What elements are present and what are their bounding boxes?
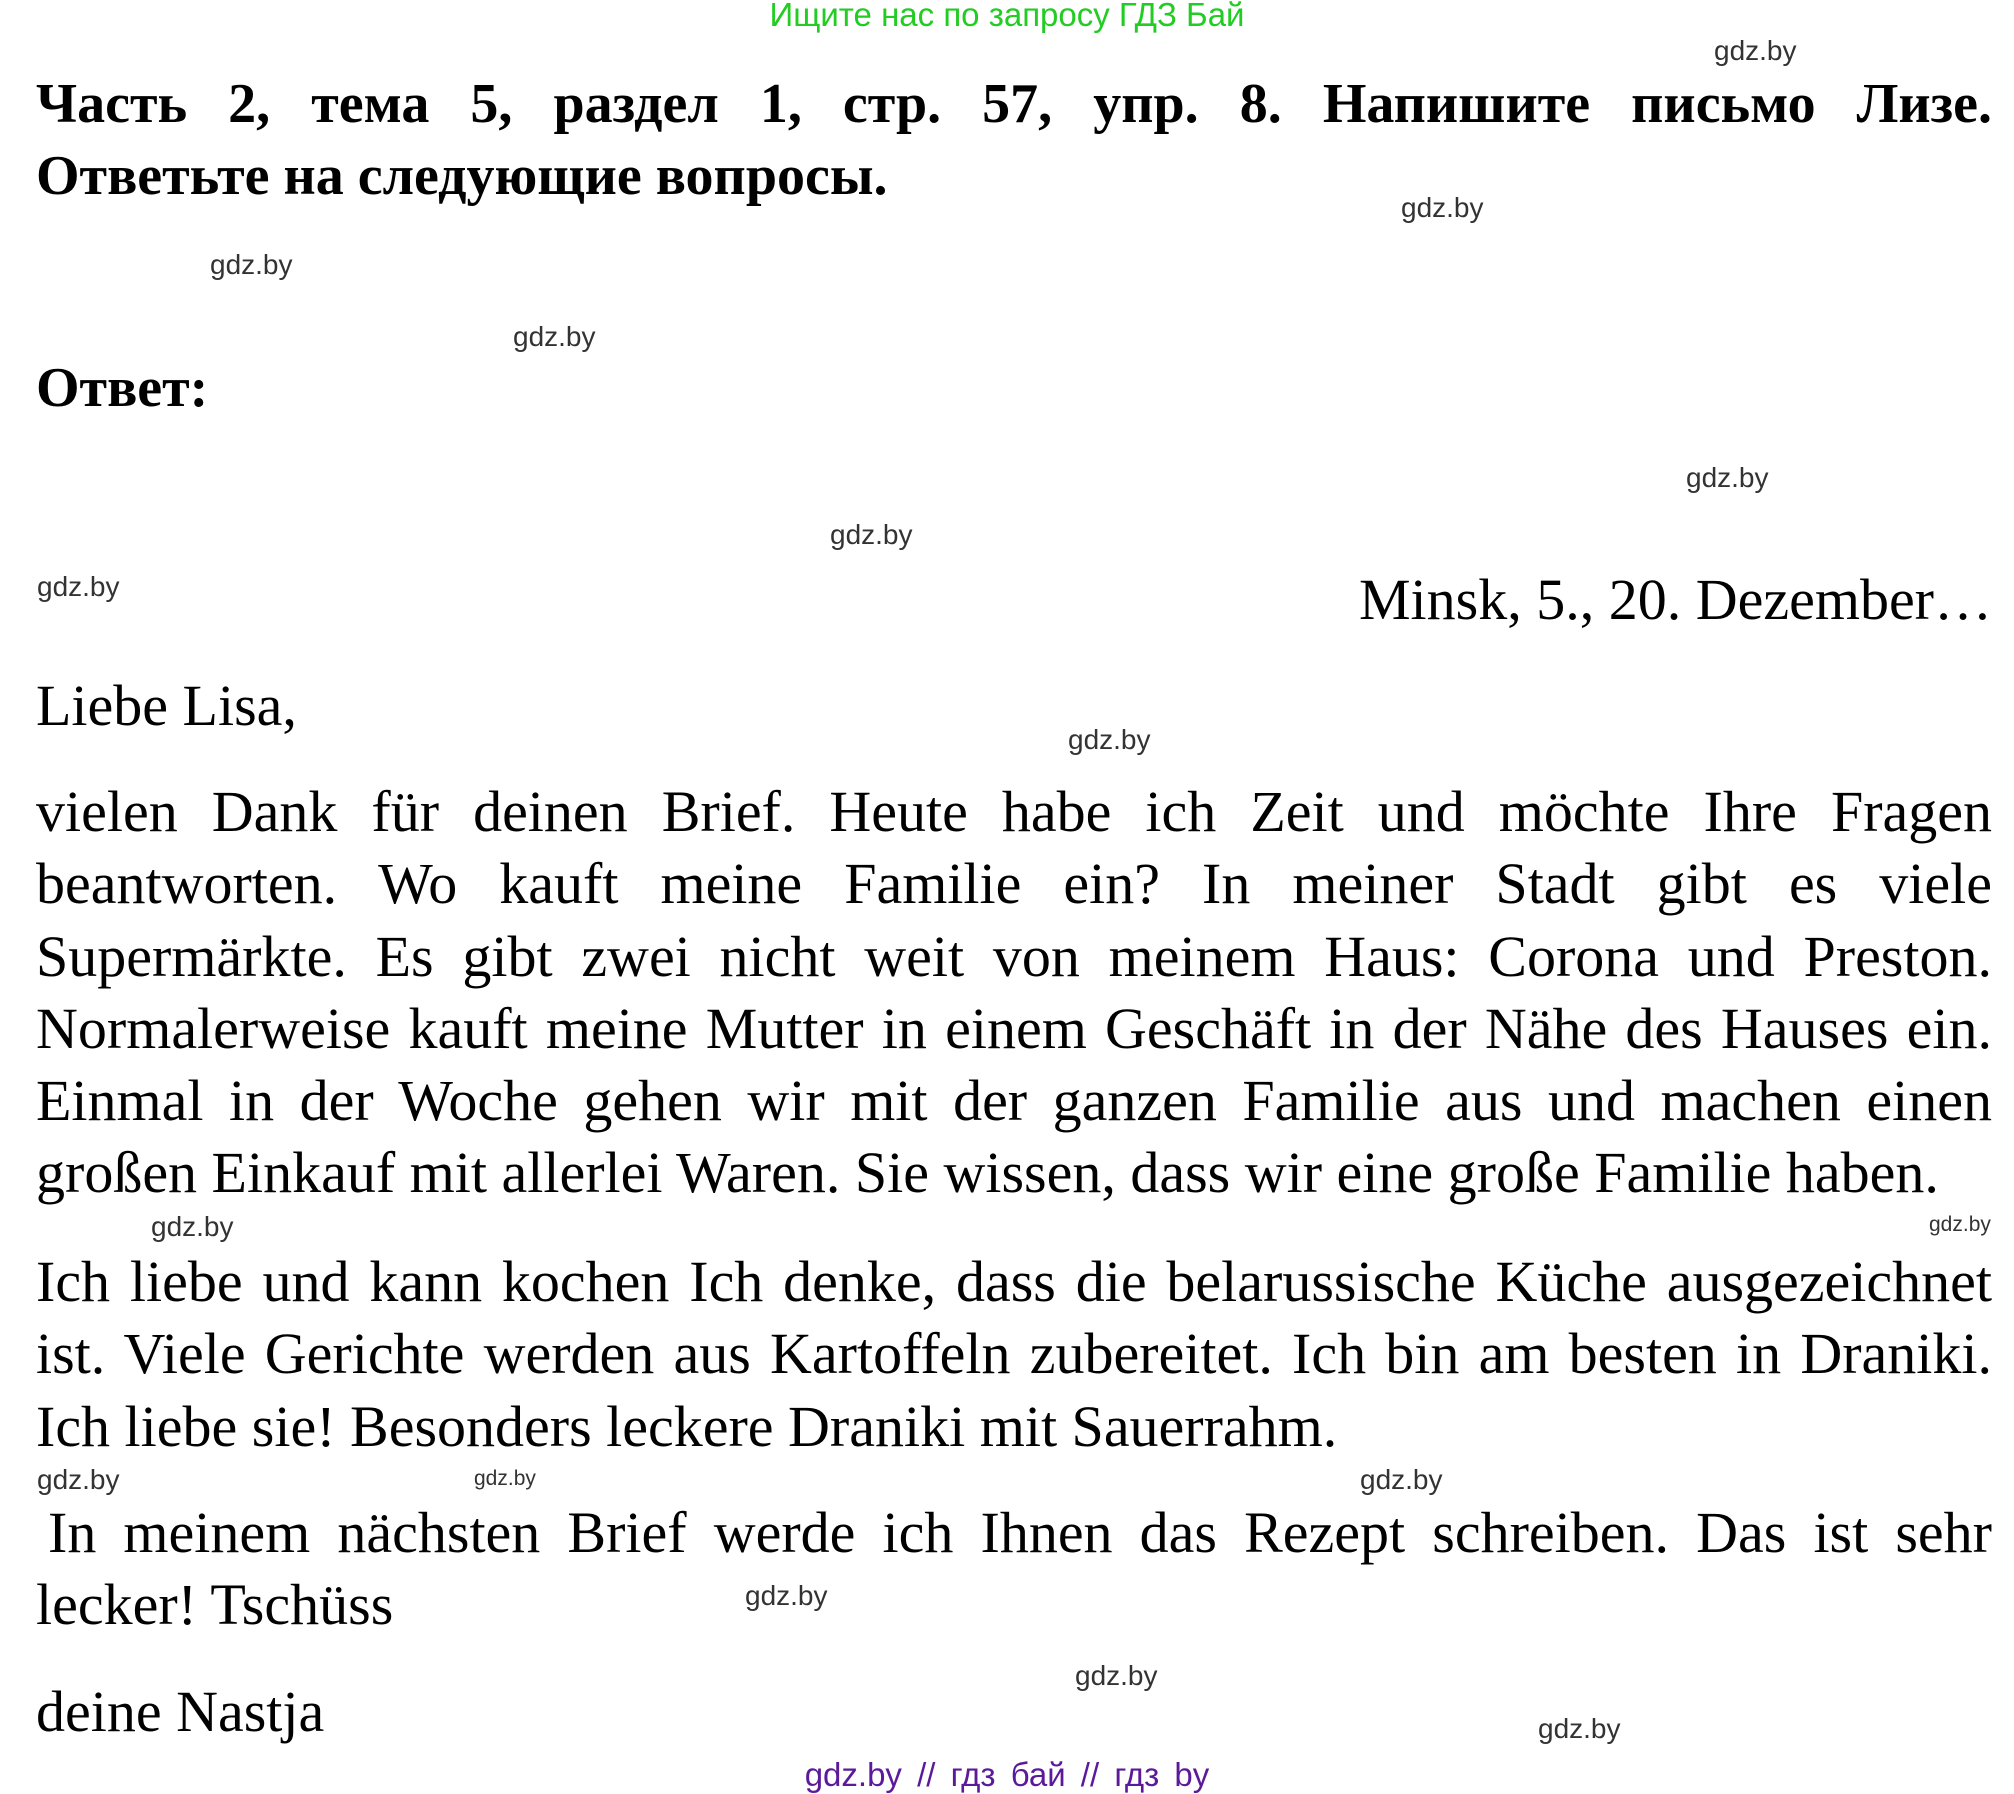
exercise-heading (36, 68, 1992, 212)
search-banner: Ищите нас по запросу ГДЗ Бай (769, 0, 1245, 33)
watermark: gdz.by (1401, 192, 1484, 223)
watermark: gdz.by (1929, 1213, 1991, 1236)
text-line: großen Einkauf mit allerlei Waren. Sie wissen, dass wir eine große Familie haben. (36, 1140, 1939, 1206)
watermark: gdz.by (474, 1467, 536, 1490)
watermark: gdz.by (37, 1464, 120, 1495)
letter-greeting: Liebe Lisa, (36, 673, 297, 738)
watermark: gdz.by (1714, 35, 1797, 66)
watermark: gdz.by (1686, 462, 1769, 493)
watermark: gdz.by (1360, 1464, 1443, 1495)
watermark: gdz.by (210, 249, 293, 280)
text-line: In meinem nächsten Brief werde ich Ihnen das Rezept schreiben. Das ist sehr (48, 1500, 1992, 1565)
watermark: gdz.by (1538, 1713, 1621, 1744)
watermark: gdz.by (1068, 724, 1151, 755)
text-line: Supermärkte. Es gibt zwei nicht weit von meinem Haus: Corona und Preston. (36, 923, 1992, 989)
footer-links[interactable]: gdz.by // гдз бай // гдз by (804, 1756, 1210, 1793)
watermark: gdz.by (37, 571, 120, 602)
text-line: ist. Viele Gerichte werden aus Kartoffeln zubereitet. Ich bin am besten in Draniki. (36, 1321, 1992, 1387)
text-line: Normalerweise kauft meine Mutter in einem Geschäft in der Nähe des Hauses ein. (36, 995, 1992, 1061)
watermark: gdz.by (745, 1580, 828, 1611)
text-line: beantworten. Wo kauft meine Familie ein? In meiner Stadt gibt es viele (36, 851, 1992, 917)
text-line: lecker! Tschüss (36, 1572, 394, 1638)
watermark: gdz.by (1075, 1660, 1158, 1691)
heading-line: Часть 2, тема 5, раздел 1, стр. 57, упр. 8. Напишите письмо Лизе. (36, 73, 1992, 135)
text-line: Ich liebe sie! Besonders leckere Draniki mit Sauerrahm. (36, 1393, 1338, 1459)
letter-signature: deine Nastja (36, 1679, 325, 1744)
letter-date: Minsk, 5., 20. Dezember… (1358, 567, 1992, 632)
letter-paragraph-1 (36, 776, 1992, 1210)
letter-paragraph-2 (36, 1246, 1992, 1463)
letter-paragraph-3 (36, 1497, 1992, 1642)
heading-line: Ответьте на следующие вопросы. (36, 145, 888, 207)
text-line: Ich liebe und kann kochen Ich denke, dass die belarussische Küche ausgezeichnet (36, 1249, 1992, 1314)
watermark: gdz.by (151, 1211, 234, 1242)
text-line: vielen Dank für deinen Brief. Heute habe ich Zeit und möchte Ihre Fragen (36, 779, 1992, 844)
watermark: gdz.by (830, 519, 913, 550)
text-line: Einmal in der Woche gehen wir mit der ganzen Familie aus und machen einen (36, 1068, 1992, 1134)
watermark: gdz.by (513, 321, 596, 352)
answer-label: Ответ: (36, 357, 209, 419)
